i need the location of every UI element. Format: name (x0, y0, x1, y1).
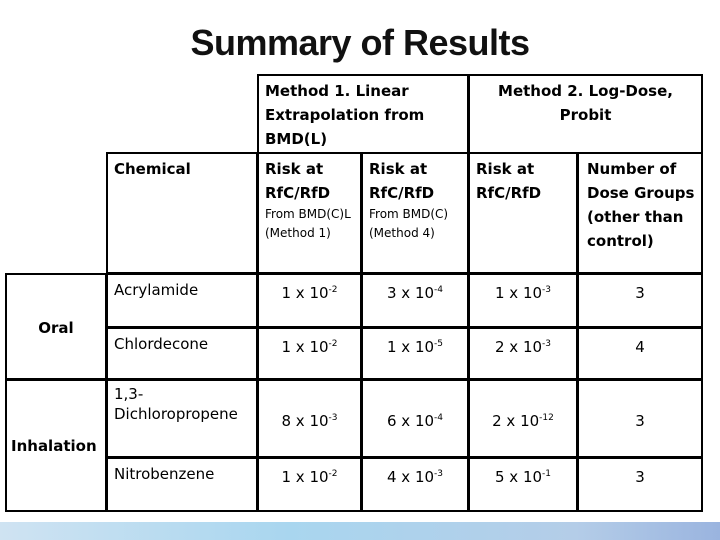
risk-value-cell (361, 327, 469, 380)
risk-base: 2 x 10 (492, 412, 540, 430)
risk-value-cell (257, 273, 362, 328)
risk-base: 6 x 10 (386, 412, 435, 430)
risk-value-cell (361, 379, 469, 458)
dose-groups-cell: 3 (577, 457, 703, 512)
method2-label: Method 2. Log-Dose, Probit (498, 82, 673, 124)
risk-value-cell (361, 273, 469, 328)
risk-value-cell (468, 379, 578, 458)
risk-base: 2 x 10 (494, 338, 543, 356)
dose-groups-cell: 3 (577, 379, 703, 458)
col1-label: Risk at RfC/RfD (265, 160, 331, 202)
risk-exponent: -2 (328, 285, 338, 295)
risk-exponent: -5 (434, 339, 444, 349)
risk-exponent: -3 (328, 413, 338, 423)
col4-header: Number of Dose Groups (other than control) (577, 152, 703, 274)
chemical-cell: 1,3-Dichloropropene (106, 379, 258, 458)
dose-groups-cell: 3 (577, 273, 703, 328)
footer-band (0, 522, 720, 540)
chemical-cell: Chlordecone (106, 327, 258, 380)
risk-base: 1 x 10 (494, 284, 543, 302)
col1-note: From BMD(C)L (Method 1) (265, 207, 351, 240)
col1-header (257, 152, 362, 274)
risk-exponent: -1 (542, 469, 552, 479)
group-oral: Oral (5, 273, 107, 380)
risk-base: 5 x 10 (494, 468, 543, 486)
chemical-cell: Acrylamide (106, 273, 258, 328)
risk-base: 1 x 10 (281, 284, 329, 302)
risk-value-cell (468, 457, 578, 512)
chemical-cell: Nitrobenzene (106, 457, 258, 512)
risk-base: 1 x 10 (281, 338, 329, 356)
risk-base: 3 x 10 (386, 284, 435, 302)
col2-label: Risk at RfC/RfD (369, 160, 435, 202)
risk-base: 1 x 10 (281, 468, 329, 486)
method1-header (257, 74, 469, 154)
risk-exponent: -3 (542, 339, 552, 349)
risk-exponent: -2 (328, 339, 338, 349)
group-inhalation: Inhalation (5, 379, 107, 512)
risk-exponent: -2 (328, 469, 338, 479)
dose-groups-cell: 4 (577, 327, 703, 380)
risk-exponent: -4 (434, 285, 444, 295)
risk-exponent: -4 (434, 413, 444, 423)
slide-title: Summary of Results (190, 22, 530, 63)
risk-value-cell (257, 379, 362, 458)
risk-value-cell (468, 327, 578, 380)
risk-exponent: -12 (539, 413, 554, 423)
risk-value-cell (257, 327, 362, 380)
risk-exponent: -3 (542, 285, 552, 295)
risk-value-cell (257, 457, 362, 512)
col2-note: From BMD(C) (Method 4) (369, 207, 449, 240)
risk-value-cell (468, 273, 578, 328)
method1-label: Method 1. Linear Extrapolation from BMD(L) (265, 82, 425, 148)
col3-header: Risk at RfC/RfD (468, 152, 578, 274)
risk-base: 1 x 10 (386, 338, 435, 356)
col2-header (361, 152, 469, 274)
risk-exponent: -3 (434, 469, 444, 479)
chemical-header: Chemical (106, 152, 258, 274)
risk-base: 4 x 10 (386, 468, 435, 486)
risk-base: 8 x 10 (281, 412, 329, 430)
risk-value-cell (361, 457, 469, 512)
method2-header (468, 74, 703, 154)
